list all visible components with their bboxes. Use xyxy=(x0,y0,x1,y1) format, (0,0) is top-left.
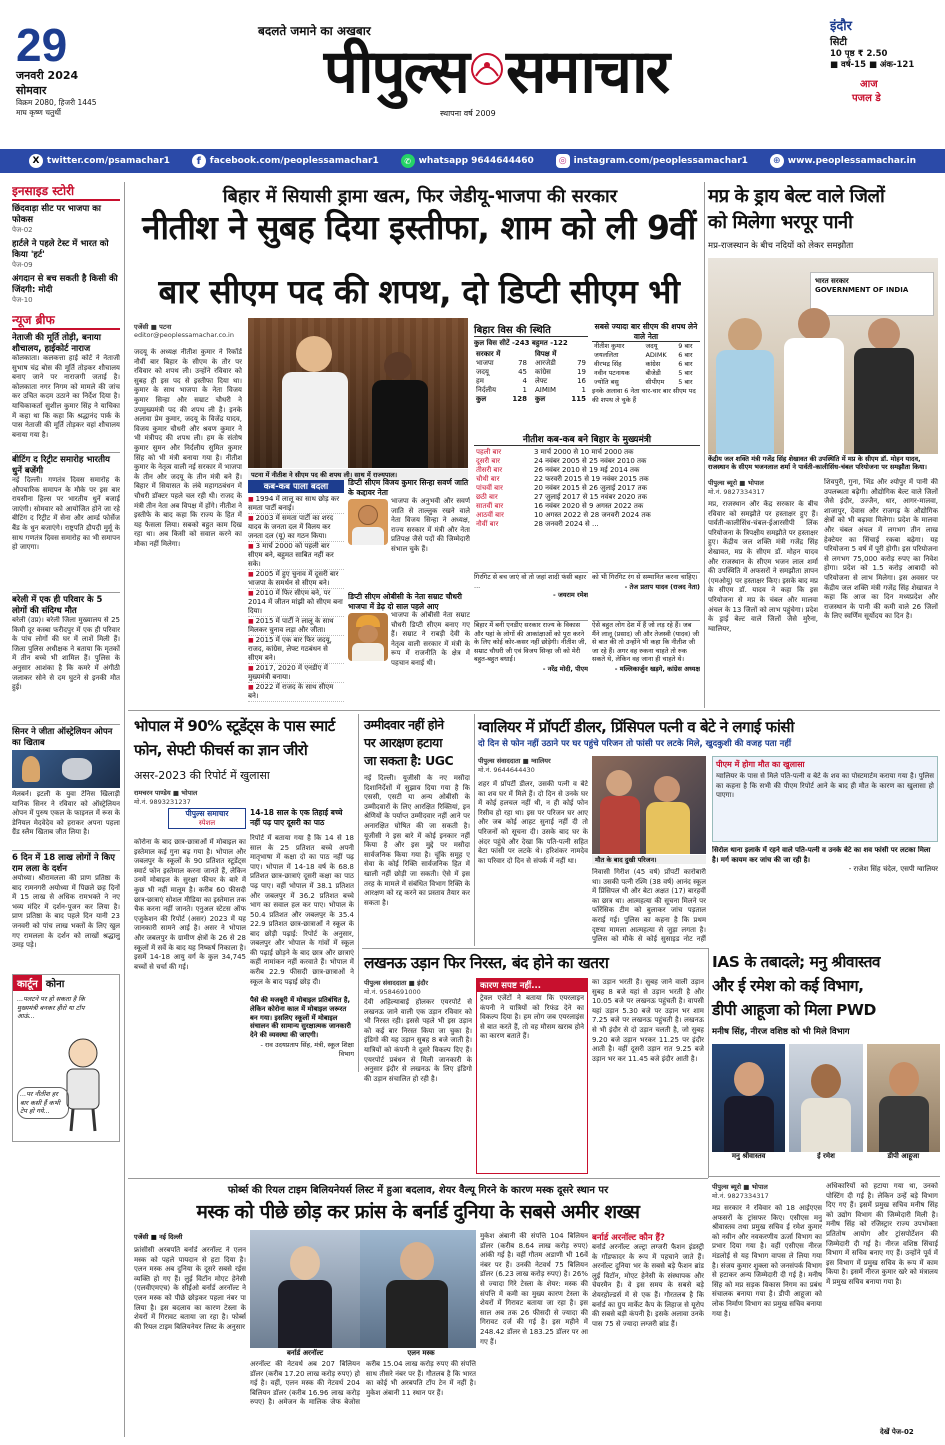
quote-text: गिरगिट से बच जाएं वो तो जहां शादी फंसी बहार ... xyxy=(474,573,587,590)
cm-terms-table xyxy=(474,448,700,529)
byline-city: पटना xyxy=(159,323,172,331)
pages-price: 10 पृष्ठ ₹ 2.50 xyxy=(830,49,888,59)
gov-header: सरकार में xyxy=(476,350,501,358)
brief-head: नेताजी की मूर्ति तोड़ी, बनाया शौचालय, हाईकोर्ट नाराज xyxy=(12,333,101,354)
officer-name: ई रमेश xyxy=(817,1152,835,1160)
brief-head: सिनर ने जीता ऑस्ट्रेलियन ओपन का खिताब xyxy=(12,727,113,748)
opp-table xyxy=(533,350,588,404)
students-quote xyxy=(250,996,354,1070)
x-icon: X xyxy=(29,154,43,168)
timeline-box xyxy=(248,480,344,706)
facebook-link[interactable]: facebook.com/peoplessamachar1 xyxy=(209,156,379,166)
continued-label[interactable]: देखें पेज-02 xyxy=(880,1428,914,1436)
lead-headline-1: नीतीश ने सुबह दिया इस्तीफा, शाम को ली 9वीं xyxy=(142,208,696,247)
globe-icon: ⊕ xyxy=(770,154,784,168)
musk-byline: एजेंसी ■ नई दिल्ली xyxy=(134,1233,183,1241)
weekday: सोमवार xyxy=(16,84,47,97)
quote-box xyxy=(474,620,588,706)
cm-terms xyxy=(474,432,700,529)
officer-photo xyxy=(789,1044,862,1152)
students-body-d: 22.9 प्रतिशत छात्र-छात्राओं ने स्कूल के बाद छोड़ी पढ़ाई: रिपोर्ट के अनुसार, जबलपुर और भोपाल के गांवों में स्कूल की पढ़ाई छोड़ने के बाद छात्र और छात्राएं कहीं नामांकन नहीं करवाते हैं। भोपाल में करीब 22.9 फीसदी छात्र-छात्राओं ने स्कूल के बाद पढ़ाई छोड़ दी। xyxy=(250,920,354,986)
gwalior-box xyxy=(712,756,938,842)
lead-kicker: बिहार में सियासी ड्रामा खत्म, फिर जेडीयू-भाजपा की सरकार xyxy=(222,186,618,207)
table-row: AIMIM 1 xyxy=(535,386,586,394)
students-byline xyxy=(134,788,246,806)
deputy-body: भाजपा के अनुभवी और सवर्ण जाति से ताल्लुक रखने वाले नेता विजय सिन्हा ने अध्यक्ष, राज्य सरकार में मंत्री और नेता प्रतिपक्ष जैसे पदों की जिम्मेदारी संभाल चुके हैं। xyxy=(391,497,470,553)
timeline-item: ■ 1994 में लालू का साथ छोड़ कर समता पार्टी बनाई। xyxy=(248,495,344,514)
box-head: कारण सपष्ट नहीं... xyxy=(477,979,587,992)
title-left: पीपुल्स xyxy=(323,37,468,107)
table-row: चौथी बार 22 फरवरी 2015 से 19 नवंबर 2015 तक xyxy=(476,475,649,483)
cartoon-title-b: कोना xyxy=(45,979,65,990)
table-row: कुल 128 xyxy=(476,395,527,403)
drybelt-headline-2: को मिलेगा भरपूर पानी xyxy=(708,212,853,233)
strength-title: बिहार विस की स्थिति xyxy=(474,322,588,337)
timeline-item: ■ 2015 में एक बार फिर जदयू, राजद, कांग्रेस, लेफ्ट गठबंधन से सीएम बने। xyxy=(248,636,344,664)
inside-item-title[interactable]: हार्टले ने पहले टेस्ट में भारत को किया 'हर्ट' xyxy=(12,239,109,260)
lead-byline: एजेंसी ■ पटना editor@peoplessamachar.co.in xyxy=(134,322,274,339)
volume-issue: ■ वर्ष-15 ■ अंक-121 xyxy=(830,60,915,70)
students-headline-2: फोन, सेफ्टी फीचर्स का ज्ञान जीरो xyxy=(134,741,308,759)
quote-box xyxy=(592,620,700,706)
table-row: हम 4 xyxy=(476,377,527,385)
byline-email: editor@peoplessamachar.co.in xyxy=(134,331,234,339)
musk-kicker: फोर्ब्स की रियल टाइम बिलियनेयर्स लिस्ट में हुआ बदलाव, शेयर वैल्यू गिरने के कारण मस्क दूसरे स्थान पर xyxy=(227,1185,609,1196)
quote-author: - तेज प्रताप यादव (राजद नेता) xyxy=(624,582,700,591)
aaj-label: आज xyxy=(860,79,878,90)
officer-name: डीपी आहूजा xyxy=(887,1152,920,1160)
lucknow-body-a: देवी अहिल्याबाई होलकर एयरपोर्ट से लखनऊ जाने वाली एक उड़ान रविवार को भी निरस्त रही। इससे पहले भी इस उड़ान को कई बार निरस्त किया जा चुका है। इंडिगो की यह उड़ान सुबह 8 बजे जाती है। यात्रियों को कंपनी ने दूसरे विकल्प दिए हैं। एयरपोर्ट प्रबंधन से मिली जानकारी के अनुसार इंदौर से लखनऊ के लिए इंडिगो की उड़ान संचालित हो रही है। xyxy=(364,998,472,1083)
officer-photo xyxy=(867,1044,940,1152)
tagline: बदलते जमाने का अखबार xyxy=(258,24,371,38)
byline-mobile: मो.नं. 9644644430 xyxy=(478,766,535,774)
edition-city: इंदौर xyxy=(830,19,852,34)
social-instagram[interactable] xyxy=(556,154,748,168)
inside-item-title[interactable]: अंगदान से बच सकती है किसी की जिंदगी: मोदी xyxy=(12,274,118,295)
facebook-icon: f xyxy=(192,154,206,168)
table-row: नवीन पटनायक बीजेडी 5 बार xyxy=(594,369,693,377)
lucknow-box xyxy=(476,978,588,1174)
ias-headline-2: और ई रमेश को कई विभाग, xyxy=(712,977,864,995)
timeline-item: ■ 2003 में समता पार्टी का शरद यादव के जनता दल में विलय कर जनता दल (यू) का गठन किया। xyxy=(248,514,344,542)
byline-reporter: रामचरन पाण्डेय ■ भोपाल xyxy=(134,789,198,797)
table-row: आठवीं बार 10 अगस्त 2022 से 28 जनवरी 2024 तक xyxy=(476,511,651,519)
gwalior-quote xyxy=(712,846,938,944)
gwalior-sub: दो दिन से फोन नहीं उठाने पर घर पहुंचे परिजन तो फांसी पर लटके मिले, खुदकुशी की वजह पता नहीं xyxy=(478,739,792,749)
students-special-logo xyxy=(168,808,246,829)
day-label: पजल डे xyxy=(852,93,881,104)
quote-text: पैसे की मजबूरी में मोबाइल प्रतिबंधित है, लेकिन कोरोना काल में मोबाइल जरूरत बन गया। इसलिए स्कूलों में मोबाइल संचालन की सामान्य सुरक्षात्मक जानकारी देने की व्यवस्था की जाएगी। xyxy=(250,996,351,1040)
musk-body-a: फ्रांसीसी अरबपति बर्नार्ड अरनॉल्ट ने एलन मस्क को पहले पायदान से हटा दिया है। एलन मस्क अब दुनिया के दूसरे सबसे रईस व्यक्ति हो गए हैं। लुई विटॉन मोएट हेनेसी (एलवीएमएच) के सीईओ बर्नार्ड अरनॉल्ट ने एलन मस्क को पीछे छोड़कर पहला नंबर पा लिया है। इस बदलाव का कारण टेस्ला के शेयरों में गिरावट बताया जा रहा है। फोर्ब्स की रियल टाइम बिलियनेयर लिस्ट के अनुसार xyxy=(134,1246,246,1331)
edition-name: सिटी xyxy=(830,37,847,48)
gwalior-photo xyxy=(592,756,706,854)
students-mid-head: 14-18 साल के एक तिहाई बच्चे नहीं पढ़ पाए दूसरी का पाठ xyxy=(250,808,343,827)
brief-head: बीटिंग द रिट्रीट समारोह भारतीय धुनें बजेंगी xyxy=(12,455,110,476)
edition-block xyxy=(830,16,935,104)
cartoon-bubble: ...पलटने पर हो सकता है कि मुख्यमंत्री बनकर हीरो या टॉप आऊं... xyxy=(17,995,85,1020)
students-headline-1: भोपाल में 90% स्टूडेंट्स के पास स्मार्ट xyxy=(134,717,335,735)
opp-header: विपक्ष में xyxy=(535,350,557,358)
officer-photo xyxy=(712,1044,785,1152)
musk-box xyxy=(592,1232,704,1436)
most-oaths-note: इनके अलावा 6 नेता चार-चार बार सीएम पद की शपथ ले चुके हैं xyxy=(592,387,696,404)
timeline-item: ■ 2005 में हुए चुनाव में दूसरी बार भाजपा के समर्थन से सीएम बने। xyxy=(248,570,344,589)
logo-text: पीपुल्स समाचार xyxy=(185,809,229,818)
ugc-body: नई दिल्ली। यूजीसी के नए मसौदा दिशानिर्देशों में सुझाव दिया गया है कि एससी, एसटी या अन्य ओबीसी के उम्मीदवारों के लिए आरक्षित रिक्तियां, इन श्रेणियों के पर्याप्त उम्मीदवार नहीं आने पर अनारक्षित घोषित की जा सकती है। यूजीसी ने इस बारे में कोई इनकार नहीं किया है और इस मुद्दे पर मसौदा सार्वजनिक किया गया है। चूंकि समूह ए सेवा के कोई रिक्ति सार्वजनिक हित में खाली नहीं छोड़ी जा सकती। ऐसे में इस तरह के मामले में संबंधित विभाग रिक्ति के आरक्षण को रद्द करने का प्रस्ताव तैयार कर सकता है। xyxy=(364,774,470,907)
table-row: तीसरी बार 26 नवंबर 2010 से 19 मई 2014 तक xyxy=(476,466,640,474)
brief-body: नई दिल्ली। गणतंत्र दिवस समारोह के औपचारिक समापन के मौके पर इस बार रायसीना हिल्स पर भारतीय धुनें बजाई जाएंगी। सोमवार को आयोजित होने जा रहे बीटिंग द रिट्रीट में सेना और आर्म्ड फोर्सेज बैंड के धुन बजाएंगे। राष्ट्रपति द्रौपदी मुर्मू के साथ गणतंत्र दिवस समारोह का भी समापन हो जाएगा। xyxy=(12,476,120,552)
lucknow-byline xyxy=(364,978,472,996)
govt-banner: भारत सरकार GOVERNMENT OF INDIA xyxy=(810,272,934,316)
instagram-link[interactable]: instagram.com/peoplessamachar1 xyxy=(573,156,748,166)
tithi: माघ कृष्ण चतुर्थी xyxy=(16,108,61,117)
quote-author: - नरेंद्र मोदी, पीएम xyxy=(542,664,588,673)
brief-head: 6 दिन में 18 लाख लोगों ने किए राम लला के दर्शन xyxy=(12,853,115,874)
table-row: नीतीश कुमार जदयू 9 बार xyxy=(594,342,693,350)
table-row: दूसरी बार 24 नवंबर 2005 से 25 नवंबर 2010 तक xyxy=(476,457,647,465)
cm-terms-title: नीतीश कब-कब बने बिहार के मुख्यमंत्री xyxy=(474,432,700,446)
table-row: छठी बार 27 जुलाई 2017 से 15 नवंबर 2020 तक xyxy=(476,493,647,501)
drybelt-sub: मप्र-राजस्थान के बीच नदियों को लेकर समझौता xyxy=(708,241,854,251)
drybelt-photo xyxy=(708,258,938,454)
lead-photo xyxy=(248,318,468,468)
students-sub: असर-2023 की रिपोर्ट में खुलासा xyxy=(134,769,270,782)
quote-text: ऐसे बहुत लोग देश में हैं जो लड़ रहे हैं। जब मैंने लालू (प्रसाद) जी और तेजस्वी (यादव) जी से बात की तो उन्होंने भी कहा कि नीतीश जी जा रहे हैं। अगर वह रुकना चाहते तो रुक सकते थे, लेकिन वह जाना ही चाहते थे। xyxy=(592,621,700,663)
musk-photo xyxy=(250,1230,476,1348)
officer-name: मनु श्रीवास्तव xyxy=(731,1152,766,1160)
deputy-head: डिप्टी सीएम ओबीसी के नेता सम्राट चौधरी भाजपा में डेढ़ दो साल पहले आए xyxy=(348,592,462,611)
drybelt-body-b: शिवपुरी, गुना, भिंड और श्योपुर में पानी की उपलब्धता बढ़ेगी। औद्योगिक बेल्ट वाले जिलों जैसे इंदौर, उज्जैन, धार, आगर-मालवा, शाजापुर, देवास और राजगढ़ के औद्योगिक क्षेत्रों को भी बढ़ावा मिलेगा। प्रदेश के मालवा और चंबल अंचल में लगभग तीन लाख हेक्टेयर का सिंचाई रकबा बढ़ेगा। यह परियोजना 5 वर्ष में पूरी होगी। इस परियोजना से लगभग 75,000 करोड़ रुपए का निवेश होगा। प्रदेश को 1.5 करोड़ आबादी को परियोजना से लाभ मिलेगा। इस अवसर पर केंद्रीय जल शक्ति मंत्री गजेंद्र सिंह शेखावत ने कहा कि आज का दिन मध्यप्रदेश और राजस्थान के पानी की कमी वाले 26 जिलों के लिए स्वर्णिम सूर्योदय का दिन है। xyxy=(824,478,938,621)
deputy-body: भाजपा के ओबीसी नेता सम्राट चौधरी डिप्टी सीएम बनाए गए हैं। सम्राट ने राबड़ी देवी के नेतृत्व वाली सरकार में मंत्री के रूप में राजनीति के क्षेत्र में पहचान बनाई थी। xyxy=(391,611,470,667)
social-facebook[interactable] xyxy=(192,154,379,168)
ugc-headline-3: जा सकता है: UGC xyxy=(364,753,454,768)
ias-sub: मनीष सिंह, नीरज वशिष्ठ को भी मिले विभाग xyxy=(712,1027,850,1037)
quote-author: - राव उदयप्रताप सिंह, मंत्री, स्कूल शिक्षा विभाग xyxy=(260,1040,354,1058)
inside-item-page: पेज-02 xyxy=(12,226,33,234)
brief-item xyxy=(12,595,120,722)
assembly-strength xyxy=(474,322,588,404)
news-brief-title: न्यूज ब्रीफ xyxy=(12,311,120,330)
gwalior-body-a: शहर में प्रॉपर्टी डीलर, उसकी पत्नी व बेटे का शव घर में मिले हैं। दो दिन से उनके घर में कोई हलचल नहीं थी, न ही कोई फोन रिसीव हो रहा था। इस पर परिजन घर आए और जब कोई आहट सुनाई नहीं दी तो परिजनों को सूचना दी। उसके बाद घर के अंदर पहुंचे और देखा कि पति-पत्नी सहित बेटा फांसी पर लटके थे। हरिशंकर नामदेव का परिवार दो दिन से संपर्क में नहीं था। xyxy=(478,780,588,865)
timeline-item: ■ 2022 में राजद के साथ सीएम बने। xyxy=(248,683,344,702)
emblem-icon xyxy=(470,52,504,86)
table-row: पांचवीं बार 20 नवंबर 2015 से 26 जुलाई 2017 तक xyxy=(476,484,647,492)
inside-item-page: पेज-09 xyxy=(12,261,33,269)
box-body: ट्रेवल एजेंटों ने बताया कि एयरलाइन कंपनी ने यात्रियों को रिफंड देने का विकल्प दिया है। हम लोग जब एयरलाइंस से बात करते हैं, तो वह मौसम खराब होने का कारण बताते हैं। xyxy=(480,994,584,1041)
instagram-icon: ◎ xyxy=(556,154,570,168)
table-row: सातवीं बार 16 नवंबर 2020 से 9 अगस्त 2022 तक xyxy=(476,502,644,510)
byline-mobile: मो.नं. 9584691000 xyxy=(364,988,421,996)
inside-item-page: पेज-10 xyxy=(12,296,33,304)
timeline-item: ■ 2017, 2020 में एनडीए में मुख्यमंत्री बनाया। xyxy=(248,664,344,683)
cartoon-corner xyxy=(12,974,120,1142)
byline-reporter: पीपुल्स संवाददाता ■ ग्वालियर xyxy=(478,757,551,765)
inside-item-title[interactable]: छिंदवाड़ा सीट पर भाजपा का फोकस xyxy=(12,204,101,225)
table-row: कुल 115 xyxy=(535,395,586,403)
ugc-headline-1: उम्मीदवार नहीं होने xyxy=(364,717,444,732)
lucknow-body-b: का उड़ान भरती है। सुबह जाने वाली उड़ान सुबह 8 बजे यहां से उड़ान भरती है और 10.05 बजे पर लखनऊ पहुंचती है। वापसी यहां उड़ान 5.30 बजे पर उड़ान भर शाम 7.25 बजे पर लखनऊ पहुंचती है। लखनऊ से भी इंदौर से दो उड़ान चलती है, जो सुबह 9.20 बजे उड़ान भरकर 11.25 पर इंदौर आती है। वहीं दूसरी उड़ान रात 9.25 बजे उड़ान भर कर 11.45 बजे इंदौर आती है। xyxy=(592,978,704,1063)
table-row: वीरभद्र सिंह कांग्रेस 6 बार xyxy=(594,360,693,368)
inside-item[interactable] xyxy=(12,204,120,235)
table-row: जयललिता ADIMK 6 बार xyxy=(594,351,693,359)
ias-headline-3: डीपी आहूजा को मिला PWD xyxy=(712,1001,876,1019)
byline-reporter: पीपुल्स संवाददाता ■ इंदौर xyxy=(364,979,429,987)
musk-headline: मस्क को पीछे छोड़ कर फ्रांस के बर्नार्ड दुनिया के सबसे अमीर शख्स xyxy=(196,1201,640,1223)
most-oaths-table xyxy=(592,342,700,387)
social-bar xyxy=(0,149,945,173)
table-row: लेफ्ट 16 xyxy=(535,377,586,385)
ias-byline xyxy=(712,1182,822,1200)
drybelt-byline xyxy=(708,478,818,496)
students-body-c: रिपोर्ट में बताया गया है कि 14 से 18 साल के 25 प्रतिशत बच्चे अपनी मातृभाषा में कक्षा दो का पाठ नहीं पढ़ पाए। भोपाल में 14-18 वर्ष के 68.8 प्रतिशत छात्र-छात्राएं दूसरी कक्षा का पाठ पढ़ पाए। वहीं भोपाल में 38.1 प्रतिशत और जबलपुर में 36.2 प्रतिशत बच्चे भाग का सवाल हल कर पाए। भोपाल के 50.4 प्रतिशत और जबलपुर के 35.4 xyxy=(250,834,354,918)
date-number: 29 xyxy=(16,19,68,71)
strength-sub: कुल विस सीटें -243 बहुमत -122 xyxy=(474,339,568,347)
lucknow-headline: लखनऊ उड़ान फिर निरस्त, बंद होने का खतरा xyxy=(364,954,609,972)
deputy-profile-1 xyxy=(348,478,470,590)
brief-body: अयोध्या। श्रीरामलला की प्राण प्रतिष्ठा के बाद रामनगरी अयोध्या में पिछले छह दिनों में 15 लाख से अधिक रामभक्ते ने नए भव्य मंदिर में दर्शन-पूजन कर लिया है। प्राण प्रतिष्ठा के बाद पहले दिन यानी 23 जनवरी को पांच लाख भक्तों के लिए खुल गए रामलला के दर्शन को लाखों श्रद्धालु उमड़ पड़े। xyxy=(12,874,120,950)
quote-author: - जयराम रमेश xyxy=(552,591,588,599)
ias-body-a: मप्र सरकार ने रविवार को 18 आईएएस अफसरों के ट्रांसफर किए। एसीएस मनु श्रीवास्तव तथा प्रमुख सचिव ई रमेश कुमार को नवीन और नवकरणीय ऊर्जा विभाग का प्रभार दिया गया है। वहीं एसीएस नीरज मंडलोई से यह विभाग वापस ले लिया गया है। संजय कुमार शुक्ला को जनसंपर्क विभाग से हटाकर अन्य जिम्मेदारी दी गई है। मनीष सिंह को मप्र सड़क विकास निगम का प्रबंध संचालक बनाया गया है। डीपी आहूजा को लोक निर्माण विभाग का प्रमुख सचिव बनाया गया है। xyxy=(712,1204,822,1318)
month-year: जनवरी 2024 xyxy=(16,69,79,82)
quote-text: बिहार में बनी एनडीए सरकार राज्य के विकास और यहां के लोगों की आकांक्षाओं को पूरा करने के लिए कोई कोर-कसर नहीं छोड़ेगी। नीतीश जी, सम्राट चौधरी जी एवं विजय सिन्हा जी को मेरी बहुत-बहुत बधाई। xyxy=(474,621,587,663)
photo-caption-arnault: बर्नार्ड अरनॉल्ट xyxy=(286,1349,324,1357)
table-row: कांग्रेस 19 xyxy=(535,368,586,376)
lead-photo-caption: पटना में नीतीश ने सीएम पद की शपथ ली। साथ में राज्यपाल। xyxy=(248,469,468,480)
timeline-item: ■ 3 मार्च 2000 को पहली बार सीएम बने, बहुमत साबित नहीं कर सके। xyxy=(248,542,344,570)
table-row: आरजेडी 79 xyxy=(535,359,586,367)
box-body: बर्नार्ड अरनॉल्ट अल्ट्रा लग्जरी फैशन इंडस्ट्री के गॉडफादर के रूप में पहचाने जाते हैं। अरनॉल्ट दुनिया भर के सबसे बड़े फैशन ब्रांड लुई विटॉन, मोएट हेनेसी के संस्थापक और चेयरमैन हैं। वे इस समय के सबसे बड़े शेयरहोल्डर्स में से एक हैं। गौरतलब है कि बर्नार्ड का ग्रुप मार्केट कैप के लिहाज से यूरोप की सबसे बड़ी कंपनी है। इसके अलावा उनके पास 75 से ज्यादा लग्जरी ब्रांड हैं। xyxy=(592,1243,704,1328)
inside-story-title: इनसाइड स्टोरी xyxy=(12,182,120,201)
gwalior-body-b: निवासी गिरीश (45 वर्ष) प्रॉपर्टी कारोबारी था। उसकी पत्नी रश्मि (38 वर्ष) आनंद स्कूल में प्रिंसिपल थी और बेटा अक्षत (17) बारहवीं का छात्र था। आत्महत्या की सूचना मिलने पर फॉरेंसिक टीम को बुलाकर जांच पड़ताल कराई गई। पुलिस का कहना है कि प्रथम दृष्टया मामला आत्महत्या से जुड़ा लगता है। पुलिस को मौके से कोई सुसाइड नोट नहीं xyxy=(592,868,706,944)
deputy-photo xyxy=(348,613,388,661)
cartoon-drawing xyxy=(13,991,119,1141)
byline-bureau: पीपुल्स ब्यूरो ■ भोपाल xyxy=(712,1183,768,1191)
table-row: ज्योति बसु सीपीएम 5 बार xyxy=(594,378,693,386)
byline-bureau: पीपुल्स ब्यूरो ■ भोपाल xyxy=(708,479,764,487)
brief-item xyxy=(12,853,120,970)
quote-text: को भी गिरगिट रंग से सम्मानित करना चाहिए। xyxy=(592,573,698,581)
newspaper-title xyxy=(172,32,820,106)
timeline-title: कब-कब पाला बदला xyxy=(248,480,344,493)
brief-item xyxy=(12,727,120,848)
whatsapp-link[interactable]: whatsapp 9644644460 xyxy=(418,156,534,166)
brief-head: बरेली में एक ही परिवार के 5 लोगों की संदिग्ध मौत xyxy=(12,595,103,616)
most-oaths xyxy=(592,322,700,404)
timeline-list xyxy=(248,495,344,702)
brief-item xyxy=(12,333,120,450)
cartoon-bubble: ...पर नीतीश हर बार कसी हैं कभी टेप हो गये... xyxy=(17,1087,69,1119)
deputy-head: डिप्टी सीएम विजय कुमार सिन्हा सवर्ण जाति के कद्दावर नेता xyxy=(348,478,469,497)
lead-body: जदयू के अध्यक्ष नीतीश कुमार ने रिकॉर्ड नौवीं बार बिहार के सीएम के तौर पर रविवार को शपथ ली। उन्होंने रविवार को सुबह ही इस पद से इस्तीफा दिया था। कुमार के साथ भाजपा के नेता विजय कुमार सिन्हा और सम्राट चौधरी ने उपमुख्यमंत्री पद की शपथ ली है। इनके अलावा प्रेम कुमार, जदयू के विजेंद्र यादव, विजय कुमार चौधरी और श्रवण कुमार ने भी मंत्रीपद की शपथ ली। हम के संतोष कुमार सुमन और निर्दलीय सुमित कुमार सिंह को भी मंत्री बनाया गया है। नीतीश कुमार के नेतृत्व वाली नई सरकार में भाजपा के तीन और जदयू के तीन मंत्री बने हैं। बिहार में सियासत के लंबे महागठबंधन में चौधरी डॉक्टर पहले चल रही थी। राजद के मंत्री तीन नेता अब विपक्ष में होंगे। नीतीश ने इस्तीफे के बाद कहा कि राज्य के हित में यह फैसला लिया। सबको बहुत काम दिख रहा था। अब किसी को सवाल करने का मौका नहीं मिलेगा। xyxy=(134,348,242,548)
drybelt-body-a: मप्र, राजस्थान और केंद्र सरकार के बीच रविवार को समझौते पर हस्ताक्षर हुए हैं। पार्वती-कालीसिंध-चंबल-ईआरसीपी लिंक परियोजना के त्रिपक्षीय समझौते पर हस्ताक्षर हुए। केंद्रीय जल शक्ति मंत्री गजेंद्र सिंह शेखावत, मप्र के सीएम डॉ. मोहन यादव और राजस्थान के सीएम भजन लाल शर्मा की उपस्थिति में अफसरों ने समझौता ज्ञापन (एमओयू) पर हस्ताक्षर किए। इसके बाद मप्र के सीएम डॉ. यादव ने कहा कि इस परियोजना से मप्र के चंबल और मालवा अंचल के 13 जिलों को लाभ पहुंचेगा। प्रदेश के ड्राई बेल्ट वाले जिलों जैसे मुरैना, ग्वालियर, xyxy=(708,500,818,633)
table-row: निर्दलीय 1 xyxy=(476,386,527,394)
box-head: बर्नार्ड अरनॉल्ट कौन हैं? xyxy=(592,1233,665,1243)
date-block xyxy=(16,19,116,118)
drybelt-caption: केंद्रीय जल शक्ति मंत्री गजेंद्र सिंह शेखावत की उपस्थिति में मप्र के सीएम डॉ. मोहन यादव, राजस्थान के सीएम भजनलाल शर्मा ने पार्वती-कालीसिंध-चंबल परियोजना पर समझौता किया। xyxy=(708,455,927,471)
website-link[interactable]: www.peoplessamachar.in xyxy=(787,156,917,166)
students-body-a: कोरोना के बाद छात्र-छात्राओं में मोबाइल का इस्तेमाल कई गुना बढ़ गया है। भोपाल और जबलपुर के स्कूलों के 90 प्रतिशत स्टूडेंट्स स्मार्ट फोन इस्तेमाल करना जानते हैं, लेकिन उनमें मोबाइल के सुरक्षा फीचर के बारे में कुछ भी नहीं मालूम है। करीब 60 फीसदी छात्र-छात्राएं सोशल मीडिया का इस्तेमाल तक चैक करना नहीं जानते। एनुअल स्टेटस ऑफ एजुकेशन की रिपोर्ट (असर) 2023 में यह जानकारी सामने आई है। असर ने भोपाल और जबलपुर के ग्रामीण क्षेत्रों के 26 से 28 स्कूलों में सर्वे के बाद यह निष्कर्ष निकाला है। इसमें 14-18 आयु वर्ग के कुल 34,745 बच्चों से चर्चा की गई। xyxy=(134,838,246,971)
byline-agency: एजेंसी xyxy=(134,323,149,331)
table-row: पहली बार 3 मार्च 2000 से 10 मार्च 2000 तक xyxy=(476,448,634,456)
twitter-link[interactable]: twitter.com/psamachar1 xyxy=(46,156,170,166)
ias-body-b: अधिकारियों को हटाया गया था, उनको पोस्टिंग दी गई है। लेकिन उन्हें बड़े विभाग दिए गए हैं। इसमें प्रमुख सचिव मनीष सिंह को उद्योग विभाग की जिम्मेदारी मिली है। मनीष सिंह को रजिस्ट्रार राज्य उपभोक्ता प्रतितोष आयोग और ट्रांसपोर्टेशन की जिम्मेदारी दी गई है। नीरज वशिष्ठ सिंचाई विभाग में सचिव बनाए गए हैं। उन्होंने पूर्व में इस विभाग में प्रमुख सचिव के रूप में काम किया है। इसमें नीरज कुमार खरे को मंत्रालय में प्रमुख सचिव बनाया गया है। xyxy=(826,1182,938,1286)
deputy-photo xyxy=(348,499,388,545)
photo-caption-musk: एलन मस्क xyxy=(407,1349,435,1357)
inside-item[interactable] xyxy=(12,274,120,305)
table-row: जदयू 45 xyxy=(476,368,527,376)
byline-mobile: मो.नं. 9827334317 xyxy=(712,1192,769,1200)
ugc-headline-2: पर आरक्षण हटाया xyxy=(364,735,442,750)
table-row: भाजपा 78 xyxy=(476,359,527,367)
brief-body: बरेली (उप्र)। बरेली जिला मुख्यालय से 25 किमी दूर कस्बा फरीदपुर में एक ही परिवार के पांच लोगों की घर में लाशें मिली हैं। जिला पुलिस अधीक्षक ने बताया कि मृतकों में तीन बच्चे भी शामिल हैं। पुलिस के अनुसार आशंका है कि कमरे में अंगीठी जलाकर सोने से दम घुटने से इनकी मौत हुई। xyxy=(12,616,120,692)
quote-text: सिरोल थाना इलाके में रहने वाले पति-पत्नी व उनके बेटे का शव फांसी पर लटका मिला है। मर्ग कायम कर जांच की जा रही है। xyxy=(712,846,931,864)
ias-photos xyxy=(712,1044,940,1172)
inside-item[interactable] xyxy=(12,239,120,270)
social-whatsapp[interactable] xyxy=(401,154,534,168)
gov-table xyxy=(474,350,529,404)
box-body: ग्वालियर के पास से मिले पति-पत्नी व बेटे के शव का पोस्टमार्टम कराया गया है। पुलिस का कहना है कि सभी की पीएम रिपोर्ट आने के बाद ही मौत के कारण का खुलासा हो पाएगा। xyxy=(716,772,934,800)
gwalior-photo-caption: मौत के बाद दुखी परिजन। xyxy=(592,855,706,864)
social-twitter[interactable] xyxy=(29,154,170,168)
tennis-photo xyxy=(12,750,120,788)
byline-mobile: मो.नं. 9827334317 xyxy=(708,488,765,496)
ias-headline-1: IAS के तबादले; मनु श्रीवास्तव xyxy=(712,953,881,971)
byline-mobile: मो.नं. 9893231237 xyxy=(134,798,191,806)
gwalior-byline xyxy=(478,756,588,774)
gwalior-headline: ग्वालियर में प्रॉपर्टी डीलर, प्रिंसिपल पत्नी व बेटे ने लगाई फांसी xyxy=(478,718,794,736)
brief-body: मेलबर्न। इटली के युवा टेनिस खिलाड़ी यानिक सिनर ने रविवार को ऑस्ट्रेलियन ओपन में पुरुष एकल के फाइनल में रूस के डेनियल मेदवेदेव को हराकर अपना पहला ग्रैंड स्लैम खिताब जीत लिया है। xyxy=(12,790,120,837)
quote-author: - मल्लिकार्जुन खड़गे, कांग्रेस अध्यक्ष xyxy=(614,664,700,673)
deputy-profile-2 xyxy=(348,592,470,706)
quote-author: - राजेश सिंह चंदेल, एसपी ग्वालियर xyxy=(848,865,938,873)
established: स्थापना वर्ष 2009 xyxy=(440,109,496,118)
brief-item xyxy=(12,455,120,590)
title-right: समाचार xyxy=(505,37,669,107)
musk-body-b: अरनॉल्ट की नेटवर्थ अब 207 बिलियन डॉलर (करीब 17.20 लाख करोड़ रुपए) हो गई है। वहीं, एलन मस्क की नेटवर्थ 204 बिलियन डॉलर (करीब 16.96 लाख करोड़ रुपए) है। अमेजन के मालिक जेफ बेजोस करीब 15.04 लाख करोड़ रुपए की संपत्ति साथ तीसरे नंबर पर हैं। गौतलब है कि भारत का कोई भी अरबपति टॉप टेन में नहीं है। मुकेश अंबानी 11 स्थान पर हैं। xyxy=(250,1360,476,1407)
lead-headline-2: बार सीएम पद की शपथ, दो डिप्टी सीएम भी xyxy=(158,272,680,311)
vikram-date: विक्रम 2080, हिजरी 1445 xyxy=(16,98,97,107)
whatsapp-icon: ✆ xyxy=(401,154,415,168)
brief-body: कोलकाता। कलकत्ता हाई कोर्ट ने नेताजी सुभाष चंद्र बोस की मूर्ति तोड़कर शौचालय बनाए जाने पर नाराजगी जताई है। कोलकाता नगर निगम को मामले की जांच कर उचित कदम उठाने का निर्देश दिया है। याचिकाकर्ता सुशील कुमार सिंह ने याचिका में कहा था कि कहा कि श्रद्धानंद पार्क के पास नेताजी की मूर्ति तोड़कर वहां शौचालय बनाया गया है। xyxy=(12,354,120,439)
timeline-item: ■ 2010 में फिर सीएम बने, पर 2014 में जीतन मांझी को सीएम बना दिया। xyxy=(248,589,344,617)
cartoon-title-a: कार्टून xyxy=(13,975,42,991)
sidebar xyxy=(12,182,120,1442)
table-row: नौवीं बार 28 जनवरी 2024 से ... xyxy=(476,520,599,528)
timeline-item: ■ 2015 में पार्टी ने लालू के साथ मिलकर चुनाव लड़ा और जीता। xyxy=(248,617,344,636)
drybelt-headline-1: मप्र के ड्राय बेल्ट वाले जिलों xyxy=(708,186,885,207)
musk-body-c: मुकेश अंबानी की संपत्ति 104 बिलियन डॉलर (करीब 8.64 लाख करोड़ रुपए) आंकी गई है। वहीं गौतम अडाणी भी 16वें नंबर पर हैं। उनकी नेटवर्थ 75 बिलियन डॉलर (6.23 लाख करोड़ रुपए) है। 26% से ज्यादा गिरे टेस्ला के शेयर: मस्क की संपत्ति में कमी का मुख्य कारण टेस्ला के शेयरों में गिरावट बताया जा रहा है। इस साल अब तक 26 फीसदी से ज्यादा की गिरावट दर्ज की गई है। इस महीने में 248.42 डॉलर से 183.25 डॉलर पर आ गए हैं। xyxy=(480,1232,588,1346)
most-oaths-title: सबसे ज्यादा बार सीएम की शपथ लेने वाले नेता xyxy=(592,322,700,342)
social-website[interactable] xyxy=(770,154,916,168)
box-head: पीएम में होगा मौत का खुलासा xyxy=(716,760,805,769)
logo-sub: स्पेशल xyxy=(198,819,216,827)
